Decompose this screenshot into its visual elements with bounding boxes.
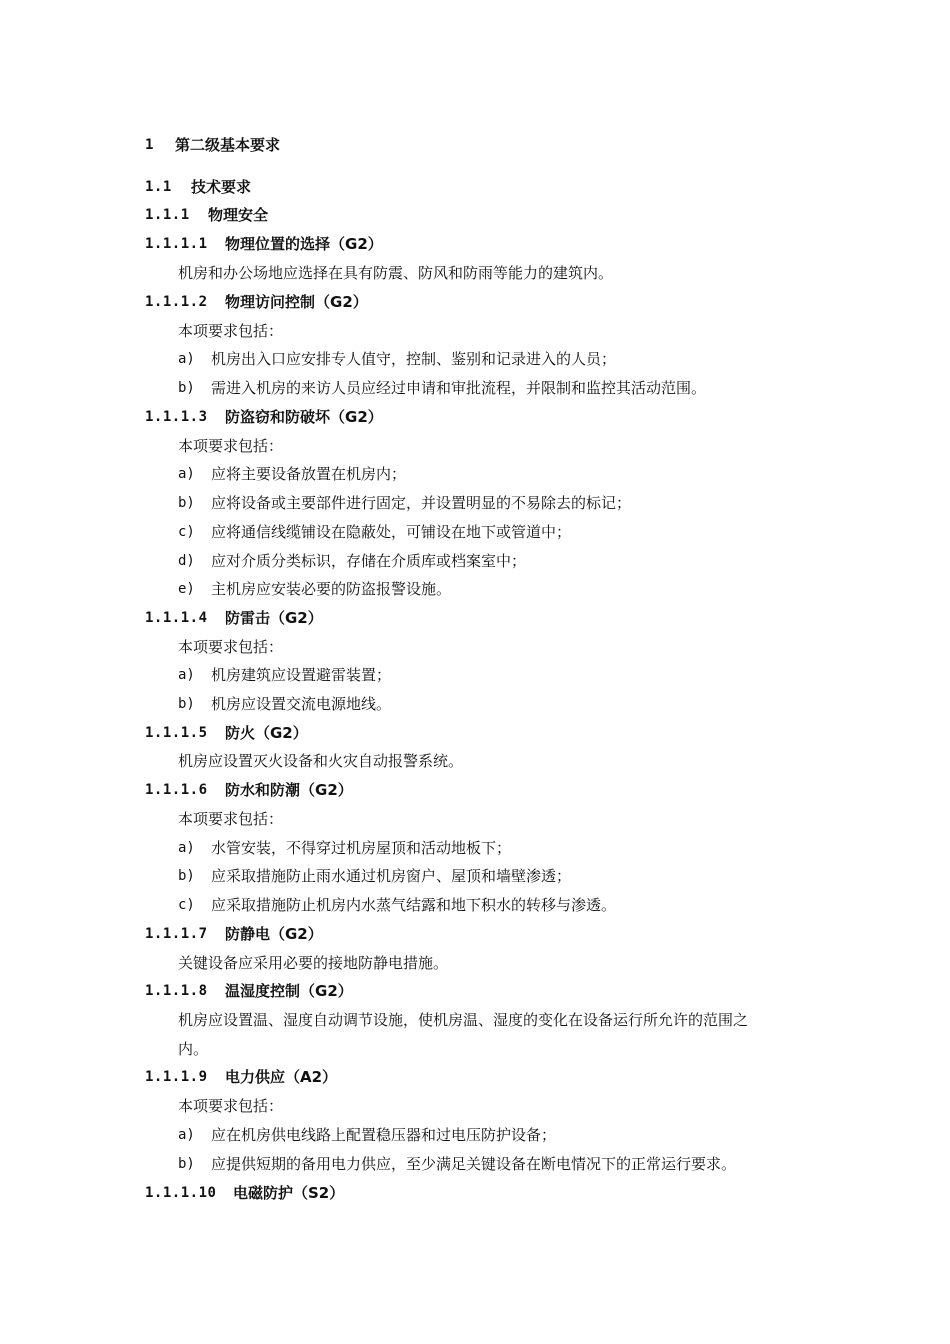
paragraph-text: 关键设备应采用必要的接地防静电措施。 (178, 954, 449, 972)
heading-number: 1.1.1.1 (145, 236, 208, 252)
heading-number: 1.1 (145, 179, 172, 195)
item-text: 机房出入口应安排专人值守，控制、鉴别和记录进入的人员； (211, 350, 617, 368)
item-text: 水管安装，不得穿过机房屋顶和活动地板下； (211, 839, 512, 857)
item-text: 应对介质分类标识，存储在介质库或档案室中； (211, 552, 527, 570)
item-label: a) (178, 466, 195, 482)
heading-title: 电力供应（A2） (225, 1068, 338, 1086)
item-label: c) (178, 897, 195, 913)
item-label: d) (178, 553, 195, 569)
item-label: b) (178, 380, 195, 396)
item-label: a) (178, 1127, 195, 1143)
item-label: c) (178, 524, 195, 540)
paragraph-text: 内。 (178, 1040, 209, 1058)
item-text: 应提供短期的备用电力供应，至少满足关键设备在断电情况下的正常运行要求。 (211, 1155, 737, 1173)
heading-title: 防火（G2） (225, 724, 308, 742)
heading-number: 1.1.1.10 (145, 1185, 217, 1201)
heading-title: 温湿度控制（G2） (225, 982, 353, 1000)
item-text: 主机房应安装必要的防盗报警设施。 (211, 580, 452, 598)
item-label: a) (178, 351, 195, 367)
item-label: a) (178, 840, 195, 856)
item-label: b) (178, 495, 195, 511)
item-text: 应采取措施防止机房内水蒸气结露和地下积水的转移与渗透。 (211, 896, 617, 914)
item-text: 应将设备或主要部件进行固定，并设置明显的不易除去的标记； (211, 494, 632, 512)
item-text: 应采取措施防止雨水通过机房窗户、屋顶和墙壁渗透； (211, 867, 572, 885)
heading-title: 物理位置的选择（G2） (225, 235, 383, 253)
heading-number: 1.1.1.7 (145, 926, 208, 942)
item-label: b) (178, 696, 195, 712)
item-label: b) (178, 868, 195, 884)
heading-number: 1.1.1 (145, 207, 190, 223)
heading-title: 第二级基本要求 (175, 136, 281, 154)
item-text: 机房应设置交流电源地线。 (211, 695, 392, 713)
item-text: 应将主要设备放置在机房内； (211, 465, 407, 483)
heading-number: 1.1.1.9 (145, 1069, 208, 1085)
heading-title: 防盗窃和防破坏（G2） (225, 408, 383, 426)
paragraph-text: 机房应设置温、湿度自动调节设施，使机房温、湿度的变化在设备运行所允许的范围之 (178, 1011, 749, 1029)
paragraph-text: 机房应设置灭火设备和火灾自动报警系统。 (178, 752, 464, 770)
item-text: 应在机房供电线路上配置稳压器和过电压防护设备； (211, 1126, 557, 1144)
heading-number: 1.1.1.5 (145, 725, 208, 741)
heading-title: 物理访问控制（G2） (225, 293, 368, 311)
heading-number: 1.1.1.6 (145, 782, 208, 798)
heading-title: 防雷击（G2） (225, 609, 323, 627)
heading-title: 防静电（G2） (225, 925, 323, 943)
intro-text: 本项要求包括： (178, 638, 284, 656)
item-text: 应将通信线缆铺设在隐蔽处，可铺设在地下或管道中； (211, 523, 572, 541)
heading-title: 防水和防潮（G2） (225, 781, 353, 799)
heading-title: 电磁防护（S2） (233, 1184, 345, 1202)
intro-text: 本项要求包括： (178, 810, 284, 828)
heading-number: 1.1.1.3 (145, 409, 208, 425)
item-label: e) (178, 581, 195, 597)
item-label: a) (178, 667, 195, 683)
heading-title: 技术要求 (191, 178, 252, 196)
heading-number: 1.1.1.8 (145, 983, 208, 999)
paragraph-text: 机房和办公场地应选择在具有防震、防风和防雨等能力的建筑内。 (178, 264, 614, 282)
item-text: 机房建筑应设置避雷装置； (211, 666, 392, 684)
item-text: 需进入机房的来访人员应经过申请和审批流程，并限制和监控其活动范围。 (211, 379, 707, 397)
intro-text: 本项要求包括： (178, 437, 284, 455)
item-label: b) (178, 1156, 195, 1172)
intro-text: 本项要求包括： (178, 1097, 284, 1115)
intro-text: 本项要求包括： (178, 322, 284, 340)
heading-title: 物理安全 (208, 206, 269, 224)
heading-number: 1.1.1.4 (145, 610, 208, 626)
heading-number: 1.1.1.2 (145, 294, 208, 310)
heading-number: 1 (145, 137, 154, 153)
